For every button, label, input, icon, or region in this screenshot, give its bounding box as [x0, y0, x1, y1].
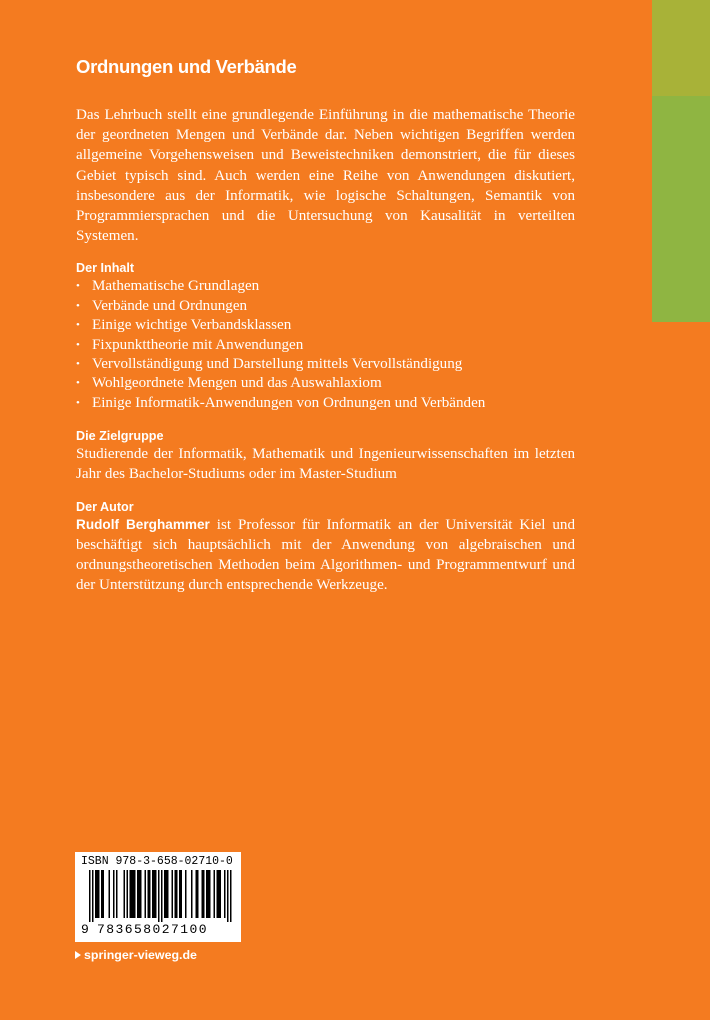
- barcode-bar: [209, 870, 211, 918]
- book-title: Ordnungen und Verbände: [76, 56, 297, 77]
- barcode-bar: [158, 870, 160, 922]
- barcode-bar: [206, 870, 208, 918]
- author-paragraph: [76, 515, 575, 596]
- barcode-bar: [217, 870, 219, 918]
- barcode-bar: [97, 870, 99, 918]
- barcode-bar: [137, 870, 139, 918]
- author-bio: ist Professor für Informatik an der Universität Kiel und beschäftigt sich hauptsächlich mit der Anwendung von algebraischen und ordnungstheoretischen Methoden beim Algorithmen- und Programmentwurf und der Unterstützung durch entsprechende Werkzeuge.: [76, 516, 575, 594]
- barcode-bar: [148, 870, 150, 918]
- barcode-bar: [133, 870, 135, 918]
- list-item: • Einige Informatik-Anwendungen von Ordnungen und Verbänden: [76, 394, 575, 413]
- contents-list: [76, 277, 575, 413]
- intro-paragraph: Das Lehrbuch stellt eine grundlegende Einführung in die mathematische Theorie der geordneten Mengen und Verbände dar. Neben wichtigen Begriffen werden allgemeine Vorgehensweisen und Beweistechniken demonstriert, die für dieses Gebiet typisch sind. Auch werden eine Reihe von Anwendungen diskutiert, insbesondere aus der Informatik, wie logische Schaltungen, Semantik von Programmiersprachen und die Untersuchung von Kausalität in verteilten Systemen.: [76, 107, 575, 245]
- barcode-bar: [101, 870, 103, 918]
- barcode-bar: [98, 870, 100, 918]
- barcode-bar: [220, 870, 222, 918]
- author-heading: Der Autor: [76, 499, 134, 514]
- bullet-icon: •: [76, 280, 80, 293]
- list-item: • Einige wichtige Verbandsklassen: [76, 316, 575, 335]
- barcode-lead-digit: 9: [81, 922, 89, 937]
- list-item: • Fixpunkttheorie mit Anwendungen: [76, 336, 575, 355]
- barcode-bar: [127, 870, 129, 918]
- back-cover-content: [76, 105, 575, 595]
- barcode-bar: [103, 870, 105, 918]
- barcode-bar: [113, 870, 115, 918]
- bullet-icon: •: [76, 358, 80, 371]
- barcode-bar: [140, 870, 142, 918]
- barcode-bar: [196, 870, 198, 918]
- barcode-bar: [227, 870, 229, 922]
- barcode-bar: [191, 870, 193, 918]
- barcode-bar: [155, 870, 157, 918]
- color-band-bottom: [652, 96, 710, 322]
- barcode-bar: [164, 870, 166, 918]
- audience-text: Studierende der Informatik, Mathematik und Ingenieurwissenschaften im letzten Jahr des Bachelor-Studiums oder im Master-Studium: [76, 446, 575, 483]
- barcode-bar: [124, 870, 126, 918]
- barcode-bar: [139, 870, 141, 918]
- barcode-bar: [208, 870, 210, 918]
- isbn-barcode: [75, 852, 241, 942]
- list-item: • Wohlgeordnete Mengen und das Auswahlaxiom: [76, 374, 575, 393]
- barcode-bar: [109, 870, 111, 918]
- barcode-bar: [172, 870, 174, 918]
- barcode-bar: [95, 870, 97, 918]
- bullet-icon: •: [76, 299, 80, 312]
- contents-heading: Der Inhalt: [76, 261, 135, 276]
- barcode-bar: [203, 870, 205, 918]
- barcode-bar: [152, 870, 154, 918]
- barcode-bar: [185, 870, 187, 918]
- list-item: • Vervollständigung und Darstellung mittels Vervollständigung: [76, 355, 575, 374]
- barcode-bar: [214, 870, 216, 918]
- bullet-icon: •: [76, 396, 80, 409]
- barcode-bar: [116, 870, 118, 918]
- barcode-bar: [179, 870, 181, 918]
- barcode-bar: [130, 870, 132, 918]
- barcode-bar: [218, 870, 220, 918]
- list-item: • Verbände und Ordnungen: [76, 297, 575, 316]
- barcode-bar: [230, 870, 232, 922]
- barcode-bar: [181, 870, 183, 918]
- barcode-bar: [176, 870, 178, 918]
- barcode-bars: [75, 870, 241, 922]
- barcode-bar: [167, 870, 169, 918]
- bullet-icon: •: [76, 319, 80, 332]
- arrow-right-icon: [75, 951, 81, 959]
- barcode-bar: [161, 870, 163, 922]
- barcode-bar: [92, 870, 94, 922]
- barcode-bar: [145, 870, 147, 918]
- author-name: Rudolf Berghammer: [76, 516, 210, 532]
- audience-heading: Die Zielgruppe: [76, 429, 164, 444]
- barcode-bar: [224, 870, 226, 918]
- barcode-digits: 783658027100: [97, 922, 209, 937]
- color-band: [652, 0, 710, 322]
- barcode-bar: [131, 870, 133, 918]
- color-band-top: [652, 0, 710, 96]
- barcode-bar: [175, 870, 177, 918]
- bullet-icon: •: [76, 377, 80, 390]
- barcode-bar: [166, 870, 168, 918]
- barcode-bar: [154, 870, 156, 918]
- list-item: • Mathematische Grundlagen: [76, 277, 575, 296]
- isbn-label: ISBN 978-3-658-02710-0: [81, 855, 233, 868]
- publisher-website-link[interactable]: [75, 948, 197, 962]
- barcode-bar: [134, 870, 136, 918]
- barcode-bar: [89, 870, 91, 922]
- barcode-bar: [202, 870, 204, 918]
- website-text: springer-vieweg.de: [84, 948, 197, 962]
- barcode-bar: [197, 870, 199, 918]
- bullet-icon: •: [76, 338, 80, 351]
- barcode-bar: [149, 870, 151, 918]
